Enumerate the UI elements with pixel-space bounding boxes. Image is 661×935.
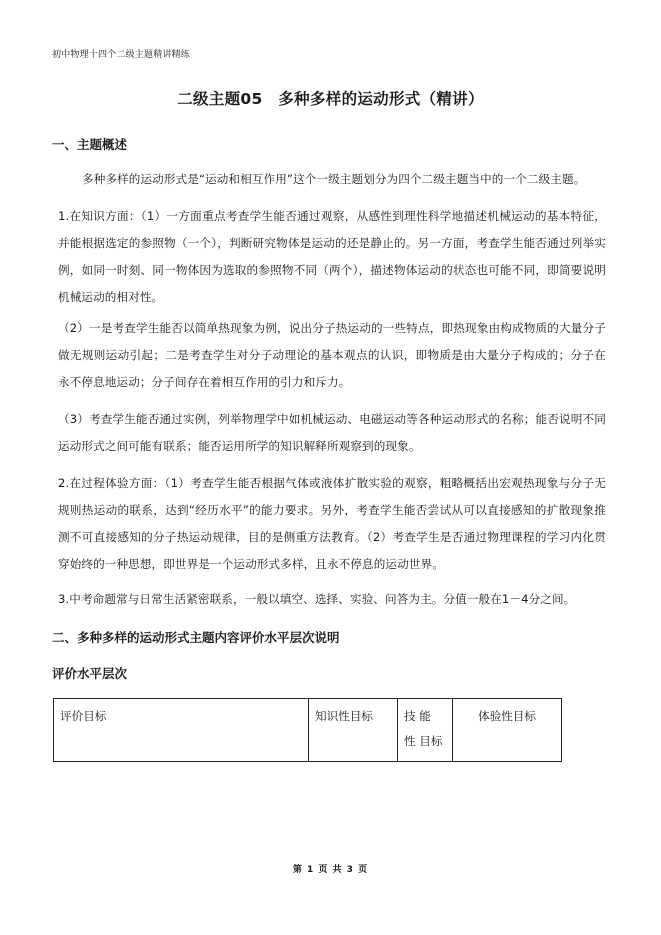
knowledge-paragraph-2: （2）一是考查学生能否以简单热现象为例，说出分子热运动的一些特点，即热现象由构成物质的大量分子做无规则运动引起；二是考查学生对分子动理论的基本观点的认识，即物质是由大量分子构成的；分子在永不停息地运动；分子间存在着相互作用的引力和斥力。 bbox=[58, 321, 606, 389]
section-heading-overview: 一、主题概述 bbox=[52, 137, 128, 152]
knowledge-paragraph-3: （3）考查学生能否通过实例，列举物理学中如机械运动、电磁运动等各种运动形式的名称；能否说明不同运动形式之间可能有联系；能否运用所学的知识解释所观察到的现象。 bbox=[58, 412, 606, 453]
evaluation-table bbox=[53, 698, 562, 762]
section-heading-evaluation: 二、多种多样的运动形式主题内容评价水平层次说明 bbox=[52, 630, 340, 645]
table-row bbox=[54, 699, 562, 762]
evaluation-subheading: 评价水平层次 bbox=[52, 666, 128, 681]
page-footer: 第 1 页 共 3 页 bbox=[292, 865, 369, 875]
process-paragraph: 2.在过程体验方面：（1）考查学生能否根据气体或液体扩散实验的观察，粗略概括出宏观热现象与分子无规则热运动的联系，达到“经历水平”的能力要求。另外，考查学生能否尝试从可以直接感知的扩散现象推测不可直接感知的分子热运动规律，目的是侧重方法教育。（2）考查学生是否通过物理课程的学习内化贯穿始终的一种思想，即世界是一个运动形式多样，且永不停息的运动世界。 bbox=[58, 476, 606, 571]
table-cell-knowledge-target: 知识性目标 bbox=[309, 699, 398, 762]
intro-paragraph: 多种多样的运动形式是“运动和相互作用”这个一级主题划分为四个二级主题当中的一个二级主题。 bbox=[82, 172, 586, 186]
page-title: 二级主题05 多种多样的运动形式（精讲） bbox=[177, 90, 484, 108]
exam-paragraph: 3.中考命题常与日常生活紧密联系，一般以填空、选择、实验、问答为主。分值一般在1－4分之间。 bbox=[58, 592, 576, 606]
table-cell-evaluation-target: 评价目标 bbox=[54, 699, 309, 762]
knowledge-paragraph-1: 1.在知识方面：（1）一方面重点考查学生能否通过观察，从感性到理性科学地描述机械运动的基本特征，并能根据选定的参照物（一个），判断研究物体是运动的还是静止的。另一方面，考查学生能否通过列举实例，如同一时刻、同一物体因为选取的参照物不同（两个），描述物体运动的状态也可能不同，即简要说明机械运动的相对性。 bbox=[58, 209, 606, 304]
table-cell-experience-target: 体验性目标 bbox=[453, 699, 562, 762]
table-cell-skill-target: 技 能 性 目标 bbox=[398, 699, 453, 762]
header-note: 初中物理十四个二级主题精讲精练 bbox=[52, 50, 191, 60]
